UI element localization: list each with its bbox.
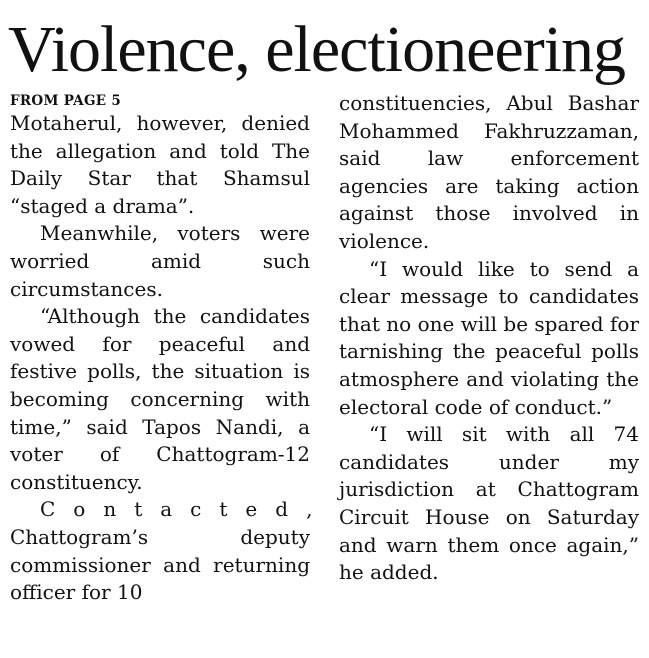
paragraph [10, 496, 331, 606]
right-column [339, 90, 639, 587]
paragraph: “Although the candidates vowed for peaceful and festive polls, the situation is becoming concerning with time,” said Tapos Nandi, a voter of Chattogram-12 constituency. [10, 304, 310, 494]
left-column [10, 92, 331, 607]
paragraph: constituencies, Abul Bashar Mohammed Fakhruzzaman, said law enforcement agencies are taking action against those involved in violence. [339, 91, 639, 253]
paragraph: “I will sit with all 74 candidates under my jurisdiction at Chattogram Circuit House on Saturday and warn them once again,” he added. [339, 422, 639, 585]
paragraph-text: Chattogram’s deputy commissioner and returning officer for 10 [10, 524, 310, 605]
jump-kicker: FROM PAGE 5 [10, 93, 122, 109]
paragraph: Meanwhile, voters were worried amid such circumstances. [10, 221, 310, 301]
paragraph: Motaherul, however, denied the allegation and told The Daily Star that Shamsul “staged a drama”. [10, 111, 310, 218]
headline: Violence, electioneering [8, 13, 626, 86]
contacted-word: Contacted, [40, 497, 331, 522]
paragraph: “I would like to send a clear message to candidates that no one will be spared for tarnishing the peaceful polls atmosphere and violating the electoral code of conduct.” [339, 256, 639, 419]
